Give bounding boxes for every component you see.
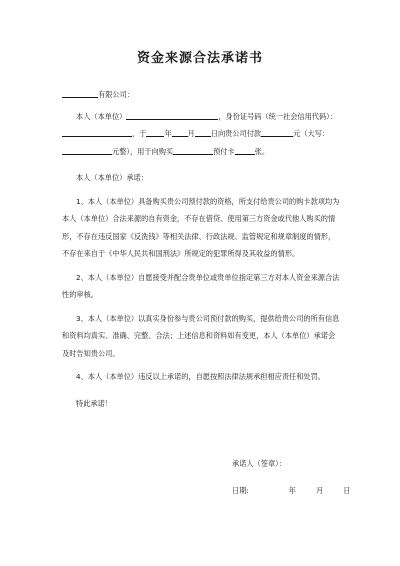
date-day-label: 日 [343, 486, 351, 495]
clause-1: 1、本人（本单位）具备购买贵公司预付款的资格，所支付给贵公司的购卡款项均为本人（本单位）合法来源的自有资金，不存在借贷、使用第三方资金或代他人购买的情形，不存在违反国家《反洗钱》等相关法律、行政法规、监管规定和规章制度的情形，不存在来自于《中华人民共和国刑法》所规定的犯罪所得及其收益的情形。 [62, 196, 340, 258]
addressee-line [62, 86, 340, 104]
clause-3: 3、本人（本单位）以真实身份参与贵公司预付款的购买，提供给贵公司的所有信息和资料均真实、准确、完整、合法；上述信息和资料如有变更，本人（本单位）承诺会及时告知贵公司。 [62, 313, 340, 358]
id-number-blank[interactable] [62, 127, 132, 137]
month-blank[interactable] [172, 127, 188, 137]
signer-label: 承诺人（签章）： [232, 459, 286, 468]
intro-text: ，于 [132, 129, 147, 138]
closing-statement: 特此承诺！ [76, 398, 112, 408]
intro-text: ，身份证号码（统一社会信用代码）： [218, 111, 337, 121]
signature-block [232, 455, 362, 499]
amount-blank[interactable] [261, 127, 293, 137]
date-year-label: 年 [288, 486, 296, 495]
company-name-blank[interactable] [62, 88, 98, 98]
addressee-suffix: 有限公司： [98, 90, 134, 99]
intro-text: 张。 [254, 146, 270, 156]
card-issuer-blank[interactable] [173, 145, 213, 155]
document-body [62, 86, 340, 412]
document-title: 资金来源合法承诺书 [136, 51, 263, 66]
name-blank[interactable] [126, 110, 218, 120]
intro-text: 本人（本单位） [76, 111, 127, 121]
clause-2: 2、本人（本单位）自愿接受并配合贵单位或贵单位指定第三方对本人资金来源合法性的审核。 [62, 272, 340, 299]
year-blank[interactable] [146, 127, 164, 137]
date-line [232, 482, 362, 499]
card-count-blank[interactable] [235, 145, 255, 155]
date-label: 日期: [232, 486, 249, 495]
commit-lead: 本人（本单位）承诺： [76, 173, 148, 182]
amount-words-blank[interactable] [62, 145, 112, 155]
intro-paragraph [62, 108, 340, 161]
intro-text: 预付卡 [213, 146, 235, 156]
date-month-label: 月 [316, 486, 324, 495]
intro-text: 年 [164, 129, 172, 138]
intro-text: 日向贵公司付款 [210, 129, 262, 138]
clause-4: 4、本人（本单位）违反以上承诺的，自愿按照法律法规承担相应责任和处罚。 [76, 372, 325, 381]
intro-text: 月 [187, 129, 195, 138]
intro-text: 元整），用于向购买 [112, 146, 174, 156]
day-blank[interactable] [195, 127, 211, 137]
intro-text: 元（大写： [293, 129, 330, 138]
